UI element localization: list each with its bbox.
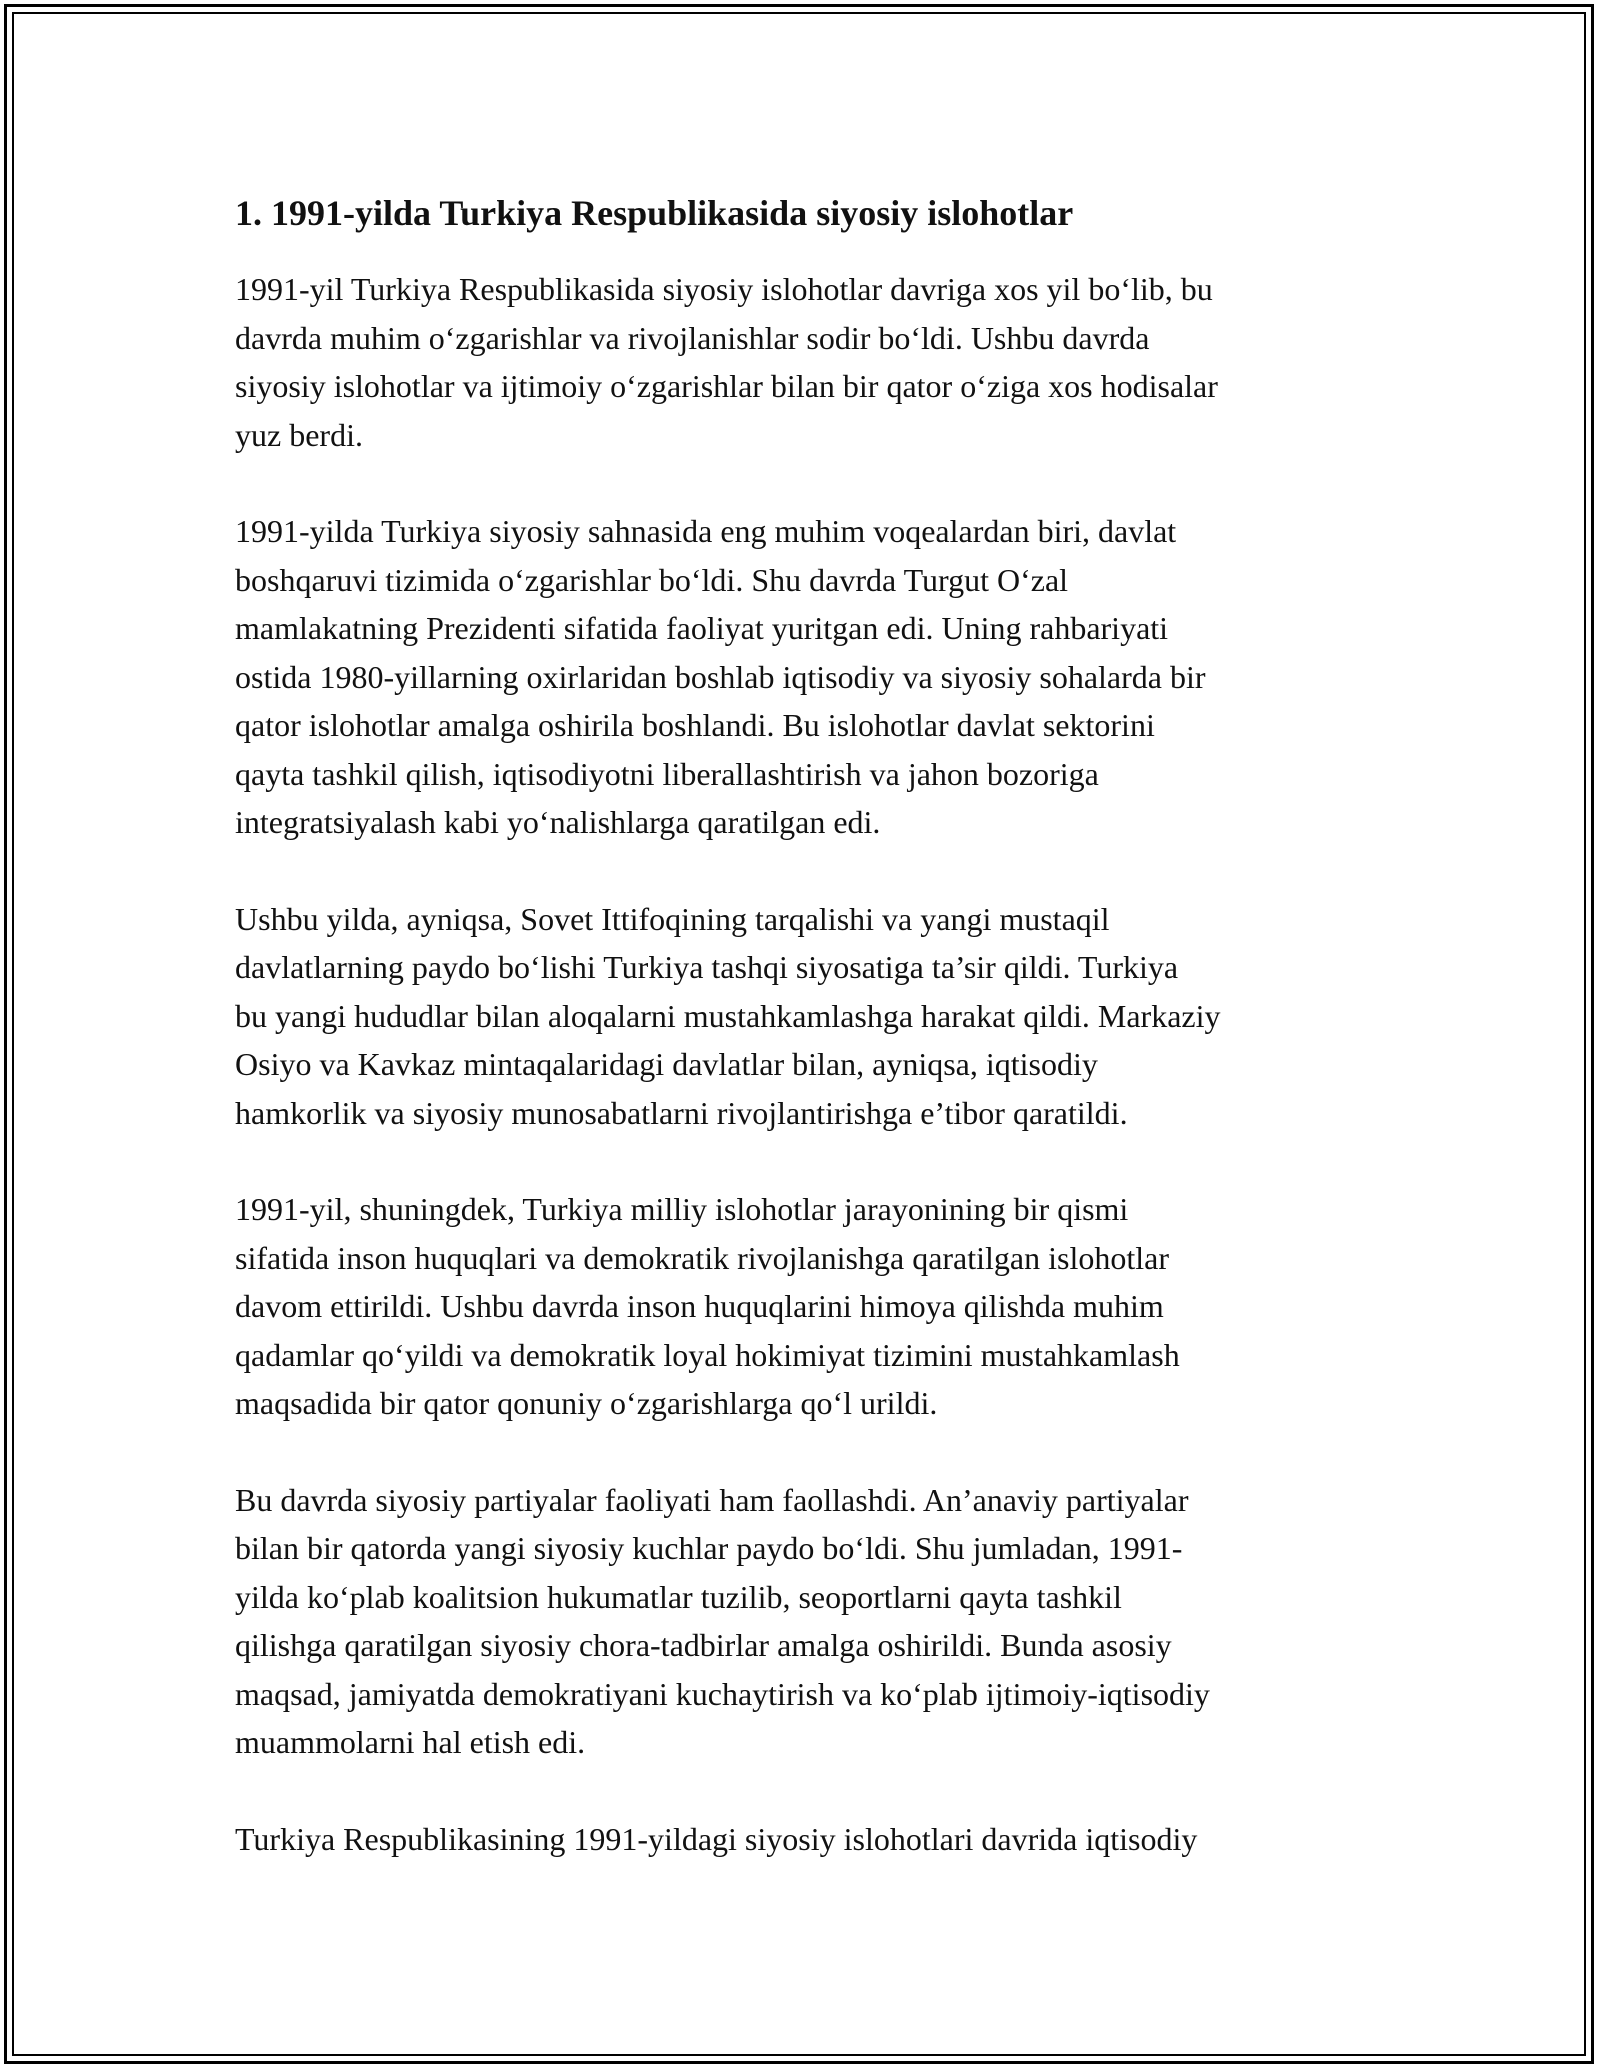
text-line: bu yangi hududlar bilan aloqalarni mustahkamlashga harakat qildi. Markaziy xyxy=(235,997,1221,1034)
text-line: siyosiy islohotlar va ijtimoiy o‘zgarishlar bilan bir qator o‘ziga xos hodisalar xyxy=(235,368,1218,404)
text-line: yuz berdi. xyxy=(235,416,363,453)
text-line: 1991-yilda Turkiya siyosiy sahnasida eng muhim voqealardan biri, davlat xyxy=(235,513,1177,549)
text-line: qayta tashkil qilish, iqtisodiyotni liberallashtirish va jahon bozoriga xyxy=(235,755,1099,792)
text-line: ostida 1980-yillarning oxirlaridan boshlab iqtisodiy va siyosiy sohalarda bir xyxy=(235,658,1206,695)
text-line: 1991-yil Turkiya Respublikasida siyosiy islohotlar davriga xos yil bo‘lib, bu xyxy=(235,271,1213,307)
paragraph-intro xyxy=(235,265,1375,459)
document-body xyxy=(235,187,1375,1911)
text-line: yilda ko‘plab koalitsion hukumatlar tuzilib, seoportlarni qayta tashkil xyxy=(235,1578,1122,1615)
text-line: qilishga qaratilgan siyosiy chora-tadbirlar amalga oshirildi. Bunda asosiy xyxy=(235,1627,1172,1663)
paragraph-human-rights xyxy=(235,1185,1375,1428)
text-line: qator islohotlar amalga oshirila boshlandi. Bu islohotlar davlat sektorini xyxy=(235,707,1155,743)
text-line: Ushbu yilda, ayniqsa, Sovet Ittifoqining tarqalishi va yangi mustaqil xyxy=(235,900,1110,937)
paragraph-government xyxy=(235,507,1375,847)
text-line: Bu davrda siyosiy partiyalar faoliyati ham faollashdi. An’anaviy partiyalar xyxy=(235,1481,1189,1518)
text-line: davlatlarning paydo bo‘lishi Turkiya tashqi siyosatiga ta’sir qildi. Turkiya xyxy=(235,949,1179,985)
text-line: 1991-yil, shuningdek, Turkiya milliy islohotlar jarayonining bir qismi xyxy=(235,1191,1129,1227)
text-line: maqsadida bir qator qonuniy o‘zgarishlarga qo‘l urildi. xyxy=(235,1385,938,1421)
text-line: muammolarni hal etish edi. xyxy=(235,1724,586,1760)
section-heading: 1. 1991-yilda Turkiya Respublikasida siyosiy islohotlar xyxy=(235,193,1074,233)
paragraph-foreign-policy xyxy=(235,895,1375,1138)
text-line: integratsiyalash kabi yo‘nalishlarga qaratilgan edi. xyxy=(235,804,881,840)
text-line: hamkorlik va siyosiy munosabatlarni rivojlantirishga e’tibor qaratildi. xyxy=(235,1094,1128,1131)
text-line: davrda muhim o‘zgarishlar va rivojlanishlar sodir bo‘ldi. Ushbu davrda xyxy=(235,319,1150,356)
text-line: mamlakatning Prezidenti sifatida faoliyat yuritgan edi. Uning rahbariyati xyxy=(235,610,1169,646)
text-line: maqsad, jamiyatda demokratiyani kuchaytirish va ko‘plab ijtimoiy-iqtisodiy xyxy=(235,1675,1210,1712)
paragraph-parties xyxy=(235,1476,1375,1767)
text-line: Osiyo va Kavkaz mintaqalaridagi davlatlar bilan, ayniqsa, iqtisodiy xyxy=(235,1046,1098,1082)
text-line: bilan bir qatorda yangi siyosiy kuchlar paydo bo‘ldi. Shu jumladan, 1991- xyxy=(235,1530,1183,1566)
text-line: boshqaruvi tizimida o‘zgarishlar bo‘ldi. Shu davrda Turgut O‘zal xyxy=(235,561,1069,598)
text-line: Turkiya Respublikasining 1991-yildagi siyosiy islohotlari davrida iqtisodiy xyxy=(235,1820,1198,1857)
paragraph-economic xyxy=(235,1815,1375,1864)
text-line: sifatida inson huquqlari va demokratik rivojlanishga qaratilgan islohotlar xyxy=(235,1239,1169,1276)
text-line: davom ettirildi. Ushbu davrda inson huquqlarini himoya qilishda muhim xyxy=(235,1288,1164,1324)
text-line: qadamlar qo‘yildi va demokratik loyal hokimiyat tizimini mustahkamlash xyxy=(235,1336,1180,1373)
